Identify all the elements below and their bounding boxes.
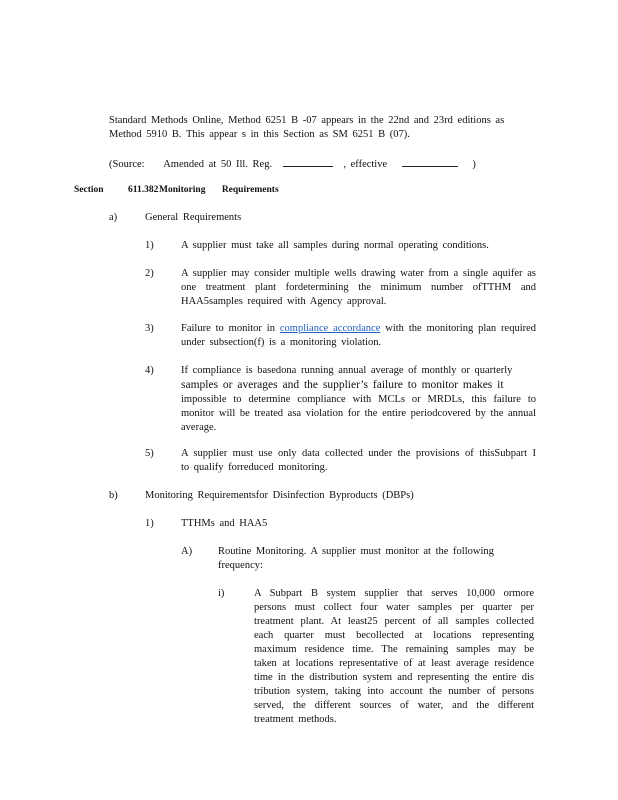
a-item-3-post: with the monitoring plan required under subsection(f) is a monitoring violation.: [181, 323, 537, 348]
effective-blank: [402, 155, 458, 167]
a-item-4-line-1: If compliance is basedona running annual average of monthly or quarterly: [181, 365, 513, 376]
b-item-A-marker: A): [181, 546, 193, 557]
subsection-b-marker: b): [109, 490, 118, 501]
intro-line-1: Standard Methods Online, Method 6251 B -07 appears in the 22nd and 23rd editions as: [109, 115, 505, 126]
b-item-A-text: Routine Monitoring. A supplier must monitor at the following frequency:: [218, 546, 494, 571]
b-item-1-heading: TTHMs and HAA5: [181, 518, 268, 529]
amended-blank: [283, 155, 333, 167]
source-prefix: (Source:: [109, 159, 145, 170]
a-item-1-marker: 1): [145, 240, 154, 251]
section-title: Monitoring Requirements: [159, 185, 279, 195]
a-item-4-marker: 4): [145, 365, 154, 376]
a-item-4-rest: impossible to determine compliance with MCLs or MRDLs, this failure to monitor will be treated asa violation for the entire periodcovered by the annual average.: [181, 394, 536, 433]
compliance-accordance-link[interactable]: compliance accordance: [279, 323, 381, 334]
a-item-5-marker: 5): [145, 448, 154, 459]
b-item-1-marker: 1): [145, 518, 154, 529]
subsection-b-heading: Monitoring Requirementsfor Disinfection Byproducts (DBPs): [145, 490, 414, 501]
a-item-2-text: A supplier may consider multiple wells drawing water from a single aquifer as one treatment plant fordetermining the minimum number ofTTHM and HAA5samples required with Agency approval.: [181, 268, 536, 307]
a-item-4-line-2: samples or averages and the supplier’s failure to monitor makes it: [181, 379, 504, 391]
source-close: ): [472, 159, 476, 170]
source-amended: Amended at 50 Ill. Reg.: [163, 159, 273, 170]
a-item-1-text: A supplier must take all samples during normal operating conditions.: [181, 240, 489, 251]
a-item-5-text: A supplier must use only data collected under the provisions of thisSubpart I to qualify forreduced monitoring.: [181, 448, 536, 473]
intro-line-2: Method 5910 B. This appear s in this Section as SM 6251 B (07).: [109, 129, 410, 140]
source-effective: , effective: [343, 159, 388, 170]
a-item-2-marker: 2): [145, 268, 154, 279]
a-item-3-marker: 3): [145, 323, 154, 334]
source-line: [109, 155, 529, 172]
intro-paragraph: [109, 114, 529, 142]
section-label: Section: [74, 185, 104, 195]
subsection-a-heading: General Requirements: [145, 212, 242, 223]
subsection-a-marker: a): [109, 212, 118, 223]
a-item-4-text: [181, 364, 536, 435]
b-item-i-text: A Subpart B system supplier that serves 10,000 ormore persons must collect four water samples per quarter per treatment plant. At least25 percent of all samples collected each quarter must becollected at locations representing maximum residence time. The remaining samples may be taken at locations representative of at least average residence time in the distribution system and representing the entire dis tribution system, taking into account the number of persons served, the different sources of water, and the different treatment methods.: [254, 588, 534, 725]
section-number: 611.382: [128, 185, 159, 195]
a-item-3-pre: Failure to monitor in: [181, 323, 275, 334]
b-item-i-marker: i): [218, 588, 225, 599]
a-item-3-text: [181, 322, 536, 350]
